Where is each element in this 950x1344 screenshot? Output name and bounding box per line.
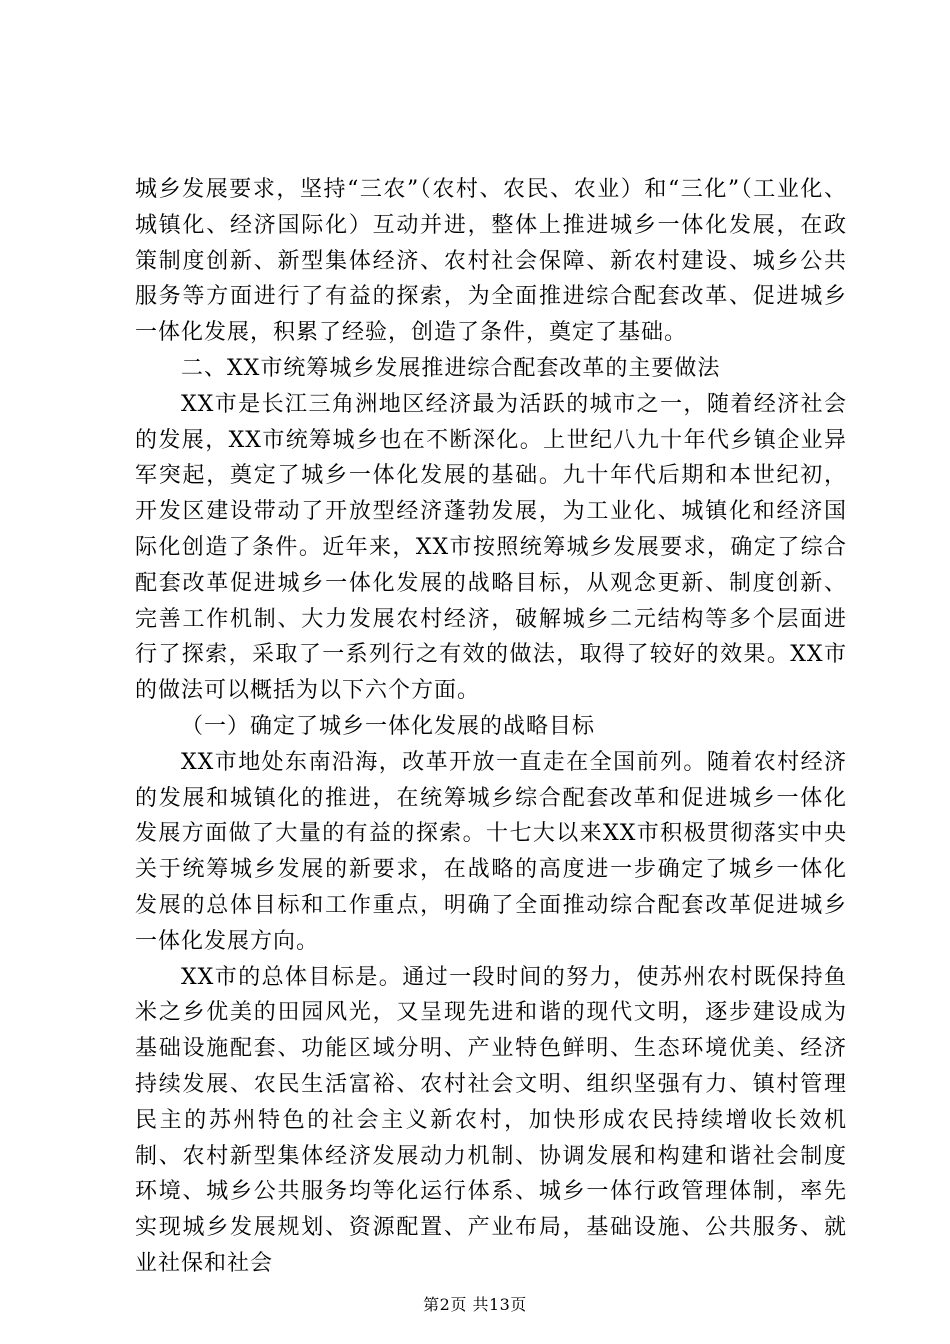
document-body xyxy=(135,172,847,1282)
subsection-heading: （一）确定了城乡一体化发展的战略目标 xyxy=(181,713,596,739)
paragraph: XX市的总体目标是。通过一段时间的努力，使苏州农村既保持鱼米之乡优美的田园风光，又呈现先进和谐的现代文明，逐步建设成为基础设施配套、功能区域分明、产业特色鲜明、生态环境优美、经济持续发展、农民生活富裕、农村社会文明、组织坚强有力、镇村管理民主的苏州特色的社会主义新农村，加快形成农民持续增收长效机制、农村新型集体经济发展动力机制、协调发展和构建和谐社会制度环境、城乡公共服务均等化运行体系、城乡一体行政管理体制，率先实现城乡发展规划、资源配置、产业布局，基础设施、公共服务、就业社保和社会 xyxy=(135,964,847,1276)
section-heading: 二、XX市统筹城乡发展推进综合配套改革的主要做法 xyxy=(181,355,721,381)
paragraph: XX市地处东南沿海，改革开放一直走在全国前列。随着农村经济的发展和城镇化的推进，在统筹城乡综合配套改革和促进城乡一体化发展方面做了大量的有益的探索。十七大以来XX市积极贯彻落实中央关于统筹城乡发展的新要求，在战略的高度进一步确定了城乡一体化发展的总体目标和工作重点，明确了全面推动综合配套改革促进城乡一体化发展方向。 xyxy=(135,749,847,954)
paragraph: XX市是长江三角洲地区经济最为活跃的城市之一，随着经济社会的发展，XX市统筹城乡也在不断深化。上世纪八九十年代乡镇企业异军突起，奠定了城乡一体化发展的基础。九十年代后期和本世纪初，开发区建设带动了开放型经济蓬勃发展，为工业化、城镇化和经济国际化创造了条件。近年来，XX市按照统筹城乡发展要求，确定了综合配套改革促进城乡一体化发展的战略目标，从观念更新、制度创新、完善工作机制、大力发展农村经济，破解城乡二元结构等多个层面进行了探索，采取了一系列行之有效的做法，取得了较好的效果。XX市的做法可以概括为以下六个方面。 xyxy=(135,391,847,704)
page-number-footer: 第2页 共13页 xyxy=(423,1295,527,1314)
paragraph-continuation: 城乡发展要求，坚持“三农”（农村、农民、农业）和“三化”（工业化、城镇化、经济国际化）互动并进，整体上推进城乡一体化发展，在政策制度创新、新型集体经济、农村社会保障、新农村建设、城乡公共服务等方面进行了有益的探索，为全面推进综合配套改革、促进城乡一体化发展，积累了经验，创造了条件，奠定了基础。 xyxy=(135,177,847,346)
